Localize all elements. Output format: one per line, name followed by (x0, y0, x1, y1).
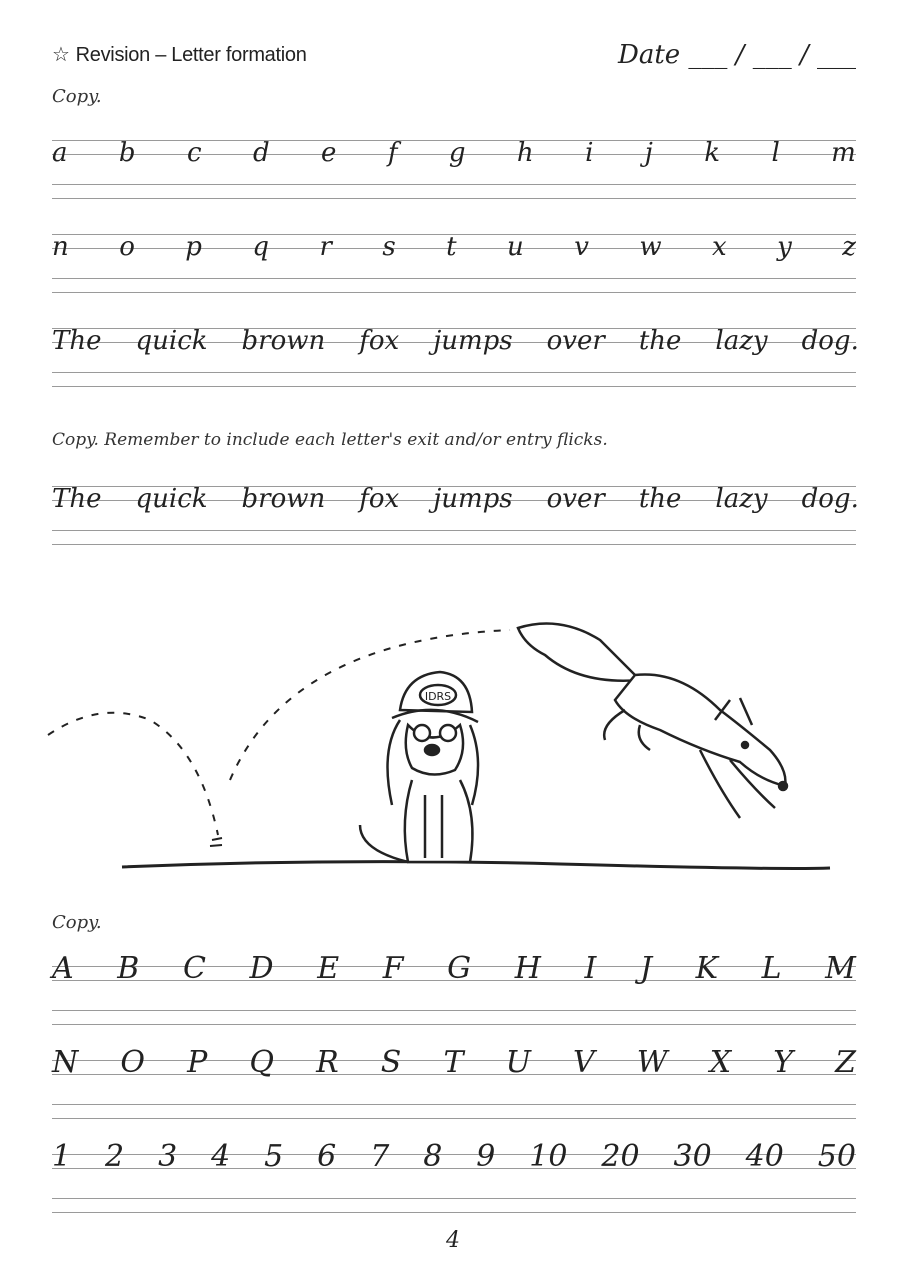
number: 8 (423, 1139, 443, 1174)
number: 40 (745, 1139, 784, 1174)
letter: P (187, 1045, 208, 1080)
letter: X (709, 1045, 732, 1080)
lowercase-row-1 (52, 134, 856, 168)
word: the (638, 326, 682, 356)
letter: w (639, 232, 662, 262)
letter: A (52, 951, 74, 986)
letter: K (695, 951, 719, 986)
letter: G (447, 951, 472, 986)
letter: M (825, 951, 856, 986)
letter: W (636, 1045, 668, 1080)
letter: t (446, 232, 457, 262)
number: 2 (105, 1139, 125, 1174)
letter: Q (249, 1045, 274, 1080)
letter: l (771, 138, 780, 168)
letter: o (119, 232, 135, 262)
number: 3 (158, 1139, 178, 1174)
letter: B (117, 951, 140, 986)
number: 10 (529, 1139, 568, 1174)
ground-line-icon (122, 862, 830, 869)
letter: e (321, 138, 337, 168)
number: 30 (673, 1139, 712, 1174)
letter: c (186, 138, 202, 168)
letter: u (507, 232, 524, 262)
letter: y (777, 232, 792, 262)
number: 50 (817, 1139, 856, 1174)
word: jumps (433, 326, 513, 356)
letter: x (712, 232, 727, 262)
word: The (52, 326, 102, 356)
letter: p (185, 232, 202, 262)
letter: f (387, 138, 398, 168)
letter: F (382, 951, 404, 986)
letter: S (380, 1045, 402, 1080)
letter: D (249, 951, 274, 986)
worksheet-title: ☆ Revision – Letter formation (52, 44, 307, 66)
letter: d (252, 138, 270, 168)
copy-instruction-3: Copy. (52, 912, 102, 933)
letter: O (120, 1045, 145, 1080)
jump-trail-icon (48, 713, 218, 835)
word: brown (241, 326, 326, 356)
number: 6 (317, 1139, 337, 1174)
word: lazy (715, 484, 768, 514)
lowercase-row-2 (52, 228, 856, 262)
writing-band-sentence-2 (52, 484, 859, 546)
word: brown (241, 484, 326, 514)
worksheet-header (52, 40, 856, 72)
letter: z (842, 232, 856, 262)
sentence-row-1 (52, 322, 859, 356)
writing-band-sentence-1 (52, 326, 859, 388)
number: 1 (52, 1139, 72, 1174)
letter: g (448, 138, 466, 168)
number: 7 (370, 1139, 390, 1174)
letter: T (443, 1045, 464, 1080)
word: dog. (801, 326, 859, 356)
letter: i (585, 138, 594, 168)
letter: k (704, 138, 721, 168)
writing-band-uppercase-2 (52, 1045, 856, 1120)
dog-cap-text: IDRS (424, 690, 452, 703)
letter: I (584, 951, 597, 986)
letter: s (382, 232, 396, 262)
word: fox (359, 484, 400, 514)
number: 20 (601, 1139, 640, 1174)
word: quick (135, 484, 208, 514)
letter: h (516, 138, 534, 168)
writing-band-uppercase-1 (52, 951, 856, 1026)
numbers-row (52, 1140, 856, 1174)
number: 4 (211, 1139, 231, 1174)
fox-and-dog-illustration (40, 600, 860, 890)
uppercase-row-2 (52, 1046, 856, 1080)
word: the (638, 484, 682, 514)
word: quick (135, 326, 208, 356)
letter: m (831, 138, 856, 168)
letter: C (182, 951, 206, 986)
letter: r (319, 232, 332, 262)
letter: q (252, 232, 270, 262)
letter: a (52, 138, 68, 168)
letter: v (574, 232, 589, 262)
copy-instruction-2: Copy. Remember to include each letter's exit and/or entry flicks. (52, 430, 608, 450)
word: fox (359, 326, 400, 356)
letter: L (761, 951, 782, 986)
writing-band-numbers (52, 1139, 856, 1214)
word: lazy (715, 326, 768, 356)
date-field[interactable]: Date ___ / ___ / ___ (617, 40, 856, 70)
letter: Y (773, 1045, 794, 1080)
page-number: 4 (446, 1228, 460, 1253)
letter: n (52, 232, 69, 262)
fox-icon (518, 624, 787, 818)
letter: U (505, 1045, 531, 1080)
letter: j (644, 138, 653, 168)
copy-instruction-1: Copy. (52, 86, 102, 107)
letter: V (573, 1045, 595, 1080)
word: over (546, 326, 605, 356)
number: 9 (476, 1139, 496, 1174)
sentence-row-2 (52, 480, 859, 514)
word: The (52, 484, 102, 514)
writing-band-lowercase-2 (52, 234, 856, 294)
word: dog. (801, 484, 859, 514)
letter: E (317, 951, 340, 986)
letter: b (118, 138, 136, 168)
letter: Z (835, 1045, 856, 1080)
star-icon: ☆ (52, 44, 70, 66)
dog-icon (360, 672, 478, 862)
writing-band-lowercase-1 (52, 140, 856, 200)
letter: H (514, 951, 541, 986)
word: jumps (433, 484, 513, 514)
word: over (546, 484, 605, 514)
letter: R (316, 1045, 339, 1080)
letter: N (52, 1045, 79, 1080)
number: 5 (264, 1139, 284, 1174)
uppercase-row-1 (52, 952, 856, 986)
letter: J (639, 951, 652, 986)
